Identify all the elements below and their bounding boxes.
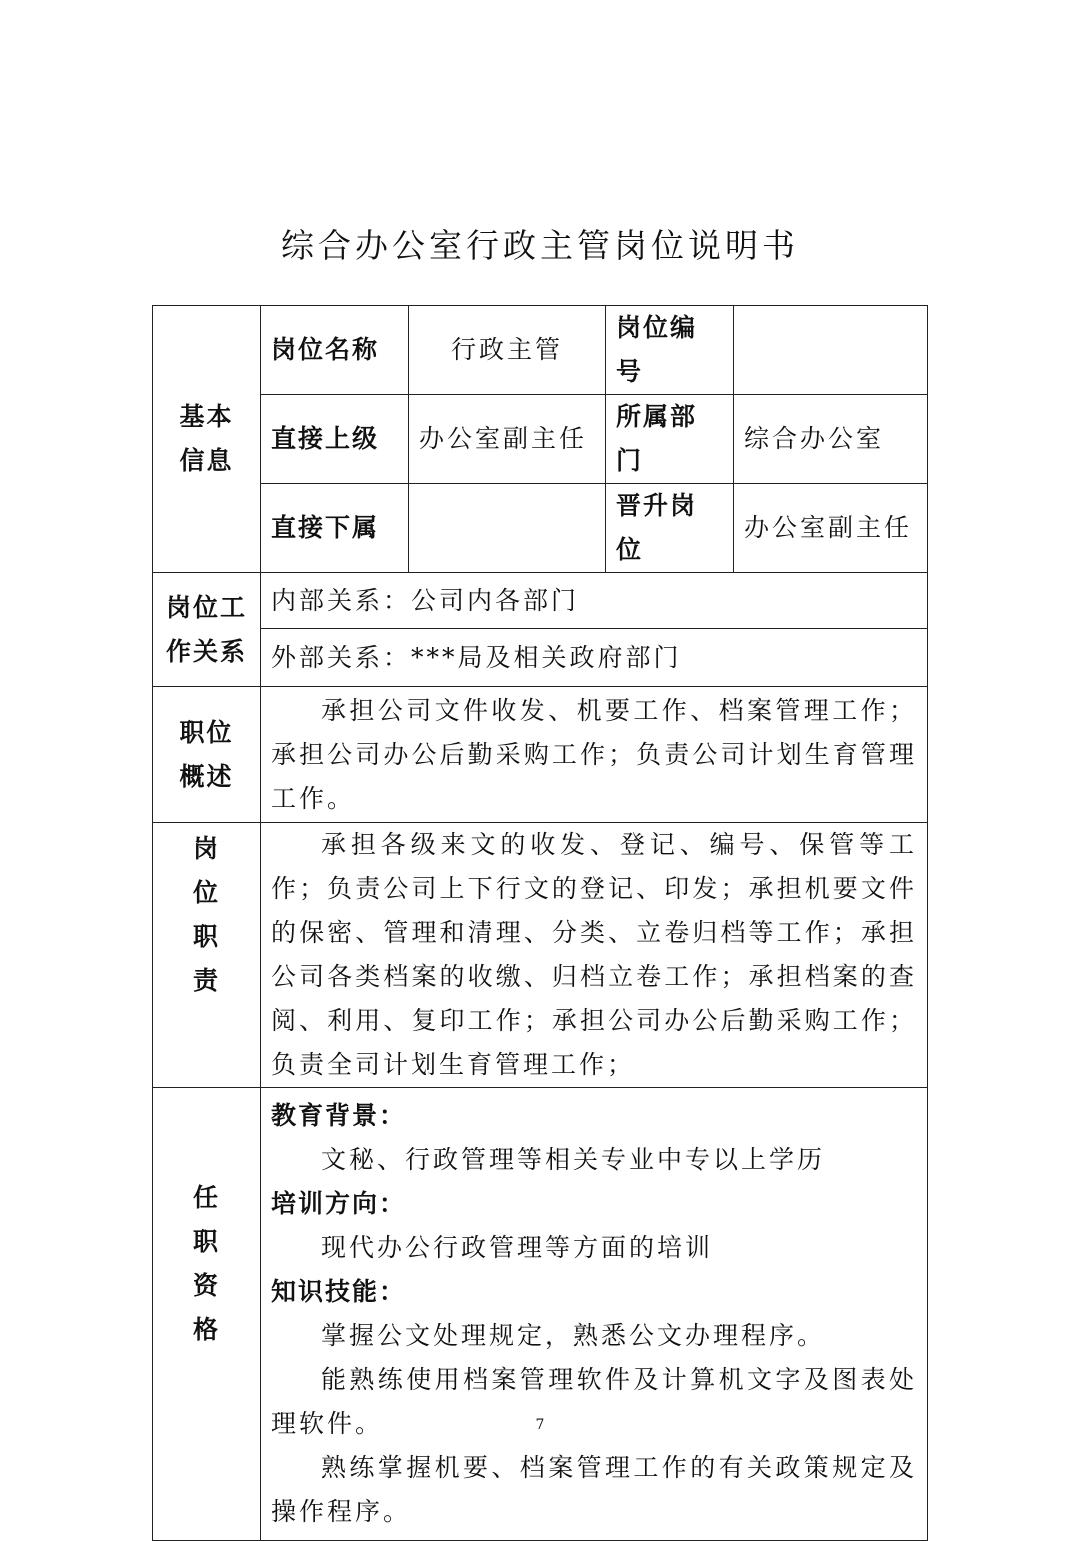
job-description-table [152,305,928,1541]
requirements-row [153,1088,928,1541]
relations-header: 岗位工 作关系 [153,573,261,687]
overview-row [153,687,928,823]
duties-row [153,823,928,1088]
relations-row-external [153,629,928,687]
education-label: 教育背景： [271,1101,407,1130]
basic-info-header: 基本 信息 [153,306,261,573]
page-number: 7 [535,1417,545,1433]
relations-row-internal [153,573,928,629]
label-promotion: 晋升岗位 [606,484,734,573]
basic-row-1 [153,306,928,395]
value-direct-superior: 办公室副主任 [409,395,606,484]
requirements-content [261,1088,928,1541]
value-position-code [734,306,928,395]
label-direct-subordinate: 直接下属 [261,484,409,573]
label-position-name: 岗位名称 [261,306,409,395]
skill-item: 能熟练使用档案管理软件及计算机文字及图表处理软件。 [271,1365,917,1438]
label-direct-superior: 直接上级 [261,395,409,484]
internal-relations: 内部关系：公司内各部门 [261,573,928,629]
duties-text: 承担各级来文的收发、登记、编号、保管等工作；负责公司上下行文的登记、印发；承担机要文件的保密、管理和清理、分类、立卷归档等工作；承担公司各类档案的收缴、归档立卷工作；承担档案的查阅、利用、复印工作；承担公司办公后勤采购工作；负责全司计划生育管理工作； [261,823,928,1088]
document-title: 综合办公室行政主管岗位说明书 [281,226,799,265]
education-text: 文秘、行政管理等相关专业中专以上学历 [321,1145,826,1174]
skill-item: 熟练掌握机要、档案管理工作的有关政策规定及操作程序。 [271,1453,917,1526]
training-text: 现代办公行政管理等方面的培训 [321,1233,714,1262]
overview-text: 承担公司文件收发、机要工作、档案管理工作；承担公司办公后勤采购工作；负责公司计划生育管理工作。 [261,687,928,823]
duties-header: 岗 位 职 责 [153,823,261,1088]
training-label: 培训方向： [271,1189,407,1218]
label-department: 所属部门 [606,395,734,484]
skills-label: 知识技能： [271,1277,407,1306]
basic-row-2 [153,395,928,484]
value-position-name: 行政主管 [409,306,606,395]
value-direct-subordinate [409,484,606,573]
requirements-header: 任 职 资 格 [153,1088,261,1541]
value-promotion: 办公室副主任 [734,484,928,573]
overview-header: 职位 概述 [153,687,261,823]
external-relations: 外部关系：***局及相关政府部门 [261,629,928,687]
value-department: 综合办公室 [734,395,928,484]
basic-row-3 [153,484,928,573]
skill-item: 掌握公文处理规定，熟悉公文办理程序。 [321,1321,826,1350]
label-position-code: 岗位编号 [606,306,734,395]
